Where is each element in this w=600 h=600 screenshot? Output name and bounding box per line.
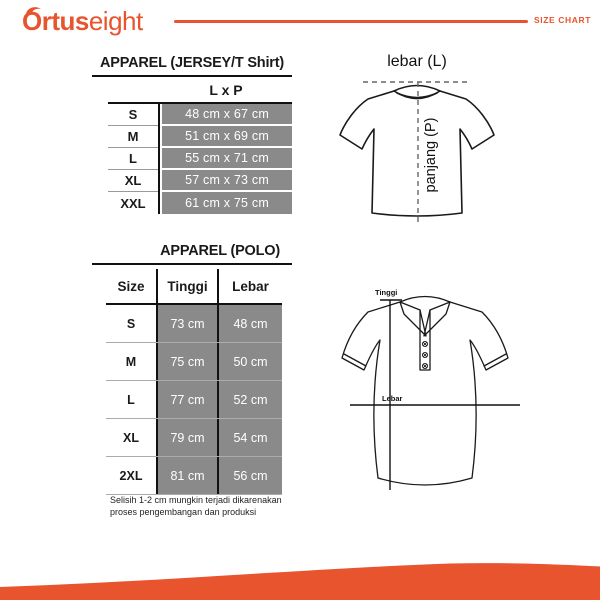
logo-text-light: eight xyxy=(88,6,143,36)
column-header-size: Size xyxy=(117,278,145,294)
jersey-table-title: APPAREL (JERSEY/T Shirt) xyxy=(100,55,284,71)
table-row xyxy=(108,192,292,214)
polo-size-table xyxy=(92,243,292,495)
table-row xyxy=(108,104,292,126)
measurement-cell: 48 cm x 67 cm xyxy=(162,104,292,124)
measurement-cell: 57 cm x 73 cm xyxy=(162,170,292,190)
height-cell: 75 cm xyxy=(156,343,217,380)
polo-outline-icon xyxy=(330,282,525,496)
table-row xyxy=(106,342,282,380)
width-cell: 48 cm xyxy=(217,305,282,342)
height-cell: 79 cm xyxy=(156,419,217,456)
logo-text-bold xyxy=(22,6,89,37)
note-line-1: Selisih 1-2 cm mungkin terjadi dikarenakan xyxy=(110,495,282,505)
size-cell: XL xyxy=(123,430,139,445)
size-cell: L xyxy=(127,392,135,407)
header-divider-line xyxy=(174,20,528,23)
table-row xyxy=(108,170,292,192)
column-header-lebar: Lebar xyxy=(217,269,282,303)
size-cell: S xyxy=(108,104,158,126)
brand-logo xyxy=(22,6,143,40)
measurement-cell: 55 cm x 71 cm xyxy=(162,148,292,168)
table-row xyxy=(106,456,282,494)
width-cell: 52 cm xyxy=(217,381,282,418)
polo-table-grid xyxy=(106,269,282,495)
jersey-table-body xyxy=(108,102,292,214)
size-cell: 2XL xyxy=(119,468,143,483)
tshirt-outline-icon xyxy=(332,77,502,227)
width-cell: 56 cm xyxy=(217,457,282,494)
note-line-2: proses pengembangan dan produksi xyxy=(110,507,257,517)
table-header-row xyxy=(106,269,282,305)
height-cell: 77 cm xyxy=(156,381,217,418)
size-cell: M xyxy=(125,354,137,369)
tshirt-figure xyxy=(332,53,502,228)
footer-wave xyxy=(0,560,600,600)
width-cell: 50 cm xyxy=(217,343,282,380)
polo-height-label: Tinggi xyxy=(375,288,398,297)
height-cell: 81 cm xyxy=(156,457,217,494)
table-row xyxy=(108,148,292,170)
size-cell: M xyxy=(108,126,158,148)
height-cell: 73 cm xyxy=(156,305,217,342)
table-row xyxy=(108,126,292,148)
polo-table-title: APPAREL (POLO) xyxy=(160,243,280,259)
size-chart-label: SIZE CHART xyxy=(534,15,591,25)
jersey-size-table xyxy=(92,55,292,214)
flame-icon xyxy=(23,5,45,17)
tshirt-length-label: panjang (P) xyxy=(423,117,439,193)
table-row xyxy=(106,418,282,456)
size-cell: L xyxy=(108,148,158,170)
disclaimer-note xyxy=(110,494,282,518)
polo-figure xyxy=(330,282,525,496)
size-cell: XXL xyxy=(120,195,146,211)
measurement-cell: 51 cm x 69 cm xyxy=(162,126,292,146)
size-cell: S xyxy=(126,316,136,331)
polo-width-label: Lebar xyxy=(382,394,403,403)
width-cell: 54 cm xyxy=(217,419,282,456)
table-row xyxy=(106,380,282,418)
jersey-dimension-header: L x P xyxy=(209,82,243,98)
size-cell: XL xyxy=(108,170,158,192)
measurement-cell: 61 cm x 75 cm xyxy=(162,192,292,214)
tshirt-width-label: lebar (L) xyxy=(387,53,447,70)
column-header-tinggi: Tinggi xyxy=(156,269,217,303)
table-row xyxy=(106,305,282,342)
logo-text-bold-label: Ortus xyxy=(22,6,89,36)
